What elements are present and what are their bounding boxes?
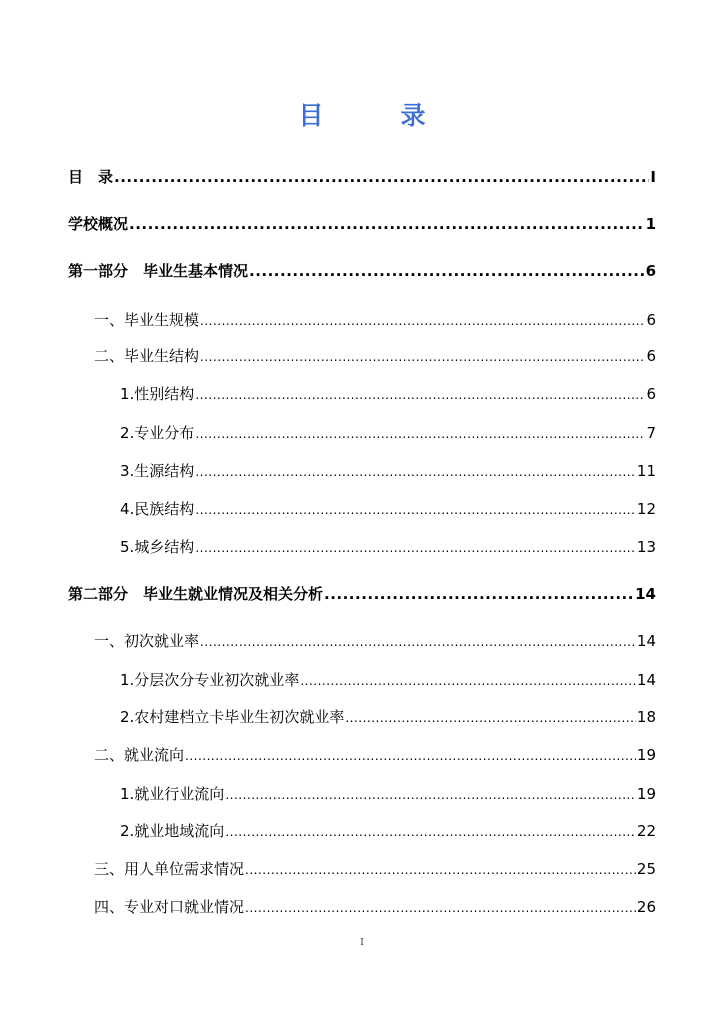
leader-dots: [114, 168, 649, 186]
toc-entry-page: 12: [636, 500, 656, 518]
toc-entry-page: 7: [646, 424, 656, 442]
toc-entry-label: 一、毕业生规模: [94, 311, 200, 329]
toc-entry-major-distribution[interactable]: [120, 422, 656, 443]
toc-title: 目 录: [298, 101, 452, 130]
toc-entry-label: 学校概况: [68, 215, 129, 233]
toc-entry-part-two[interactable]: [68, 583, 656, 604]
toc-entry-label: 二、就业流向: [94, 746, 185, 764]
toc-entry-page: 18: [636, 708, 656, 726]
toc-entry-page: 1: [645, 215, 656, 233]
toc-entry-graduate-structure[interactable]: [94, 345, 656, 366]
toc-entry-major-match[interactable]: [94, 896, 656, 917]
toc-entry-label: 2.农村建档立卡毕业生初次就业率: [120, 708, 345, 726]
toc-entry-rate-rural-registered[interactable]: [120, 706, 656, 727]
leader-dots: [185, 746, 636, 764]
leader-dots: [195, 500, 636, 518]
leader-dots: [324, 585, 634, 603]
toc-entry-label: 第一部分 毕业生基本情况: [68, 262, 249, 280]
toc-entry-page: 14: [636, 671, 656, 689]
toc-entry-page: 6: [645, 262, 656, 280]
toc-entry-page: 6: [646, 347, 656, 365]
leader-dots: [249, 262, 645, 280]
toc-entry-label: 1.分层次分专业初次就业率: [120, 671, 300, 689]
toc-entry-label: 2.就业地域流向: [120, 822, 225, 840]
leader-dots: [245, 860, 636, 878]
toc-entry-label: 二、毕业生结构: [94, 347, 200, 365]
toc-entry-page: 6: [646, 385, 656, 403]
leader-dots: [195, 424, 645, 442]
toc-entry-label: 四、专业对口就业情况: [94, 898, 245, 916]
leader-dots: [300, 671, 636, 689]
page-number: I: [360, 938, 364, 948]
toc-entry-page: 22: [636, 822, 656, 840]
toc-entry-page: 6: [646, 311, 656, 329]
toc-entry-page: 14: [635, 585, 656, 603]
toc-entry-contents[interactable]: [68, 166, 656, 187]
toc-entry-page: 13: [636, 538, 656, 556]
toc-entry-page: 26: [636, 898, 656, 916]
toc-entry-source-structure[interactable]: [120, 460, 656, 481]
toc-entry-label: 3.生源结构: [120, 462, 195, 480]
toc-entry-part-one[interactable]: [68, 260, 656, 281]
toc-entry-page: 19: [636, 785, 656, 803]
toc-entry-page: 25: [636, 860, 656, 878]
toc-entry-page: 11: [636, 462, 656, 480]
leader-dots: [225, 822, 636, 840]
leader-dots: [195, 462, 636, 480]
toc-entry-gender-structure[interactable]: [120, 383, 656, 404]
toc-entry-label: 1.就业行业流向: [120, 785, 225, 803]
toc-entry-label: 一、初次就业率: [94, 632, 200, 650]
leader-dots: [245, 898, 636, 916]
toc-entry-school-overview[interactable]: [68, 213, 656, 234]
toc-entry-regional-flow[interactable]: [120, 820, 656, 841]
toc-entry-urban-rural-structure[interactable]: [120, 536, 656, 557]
leader-dots: [195, 385, 645, 403]
leader-dots: [200, 632, 636, 650]
toc-entry-employment-flow[interactable]: [94, 744, 656, 765]
leader-dots: [225, 785, 636, 803]
toc-entry-employer-demand[interactable]: [94, 858, 656, 879]
toc-entry-label: 2.专业分布: [120, 424, 195, 442]
toc-entry-page: 14: [636, 632, 656, 650]
toc-entry-label: 1.性别结构: [120, 385, 195, 403]
leader-dots: [345, 708, 636, 726]
toc-entry-label: 三、用人单位需求情况: [94, 860, 245, 878]
toc-entry-label: 4.民族结构: [120, 500, 195, 518]
toc-entry-label: 第二部分 毕业生就业情况及相关分析: [68, 585, 324, 603]
toc-entry-page: I: [650, 168, 656, 186]
toc-entry-label: 5.城乡结构: [120, 538, 195, 556]
toc-entry-ethnic-structure[interactable]: [120, 498, 656, 519]
toc-entry-rate-by-level-major[interactable]: [120, 669, 656, 690]
toc-entry-page: 19: [636, 746, 656, 764]
toc-entry-graduate-scale[interactable]: [94, 309, 656, 330]
toc-entry-initial-employment-rate[interactable]: [94, 630, 656, 651]
leader-dots: [195, 538, 636, 556]
leader-dots: [200, 311, 645, 329]
toc-entry-label: 目 录: [68, 168, 114, 186]
leader-dots: [200, 347, 645, 365]
toc-entry-industry-flow[interactable]: [120, 783, 656, 804]
leader-dots: [129, 215, 645, 233]
